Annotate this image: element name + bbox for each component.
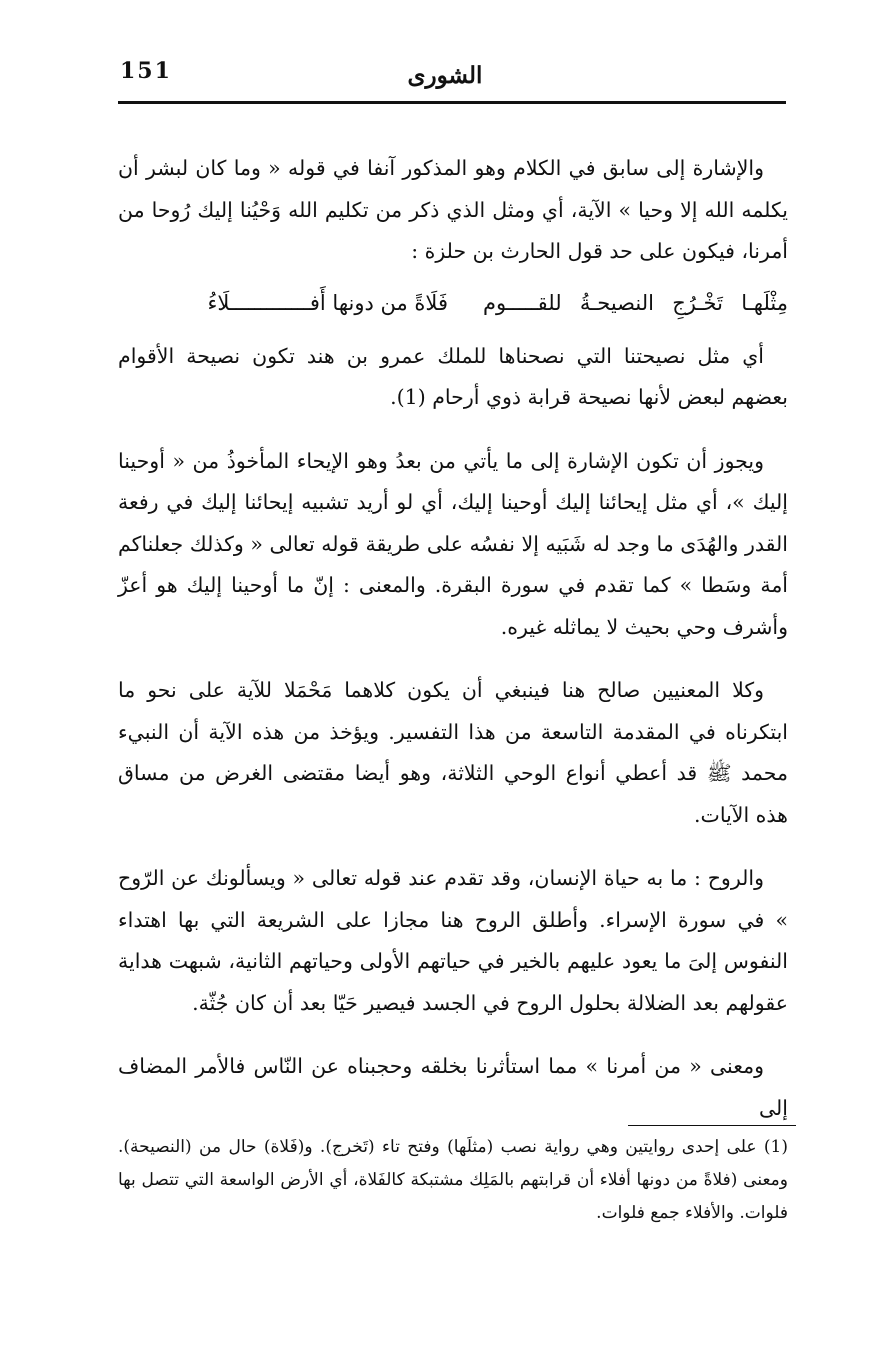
paragraph: وكلا المعنيين صالح هنا فينبغي أن يكون كلاهما مَحْمَلا للآية على نحو ما ابتكرناه في المقدمة التاسعة من هذا التفسير. ويؤخذ من هذه الآية أن النبيء محمد ﷺ قد أعطي أنواع الوحي الثلاثة، وهو أيضا مقتضى الغرض من مساق هذه الآيات.	[118, 678, 788, 827]
body-text	[118, 148, 788, 1151]
running-title: الشورى	[407, 62, 483, 89]
footnote-rule	[628, 1125, 796, 1126]
page-number: 151	[120, 58, 172, 84]
paragraph: أي مثل نصيحتنا التي نصحناها للملك عمرو بن هند تكون نصيحة الأقوام بعضهم لبعض لأنها نصيحة قرابة ذوي أرحام (1).	[118, 343, 788, 409]
paragraph: والإشارة إلى سابق في الكلام وهو المذكور آنفا في قوله « وما كان لبشر أن يكلمه الله إلا وحيا » الآية، أي ومثل الذي ذكر من تكليم الله وَحْيُنا إليك رُوحا من أمرنا، فيكون على حد قول الحارث بن حلزة :	[118, 156, 788, 263]
footnote: (1) على إحدى روايتين وهي رواية نصب (مثلَها) وفتح تاء (تَخرج). و(فَلاة) حال من (النصيحة). ومعنى (فلاةً من دونها أفلاء أن قرابتهم بالمَلِك مشتبكة كالفَلاة، أي الأرض الواسعة التي تتصل بها فلوات. والأفلاء جمع فلوات.	[118, 1137, 788, 1223]
verse-second-hemistich: فَلَاةً من دونها أَفـــــــــــــلَاءُ	[207, 290, 448, 315]
verse-first-hemistich: مِثْلَهـا تَخْـرُجِ النصيحـةُ للقـــــوم	[483, 290, 788, 315]
header-rule	[118, 101, 786, 104]
paragraph: والروح : ما به حياة الإنسان، وقد تقدم عند قوله تعالى « ويسألونك عن الرّوح » في سورة الإسراء. وأطلق الروح هنا مجازا على الشريعة التي بها اهتداء النفوس إلىَ ما يعود عليهم بالخير في حياتهم الأولى وحياتهم الثانية، شبهت هداية عقولهم بعد الضلالة بحلول الروح في الجسد فيصير حَيّا بعد أن كان جُثّة.	[118, 866, 788, 1015]
paragraph: ومعنى « من أمرنا » مما استأثرنا بخلقه وحجبناه عن النّاس فالأمر المضاف إلى	[118, 1054, 788, 1120]
poetry-verse	[118, 283, 788, 324]
paragraph: ويجوز أن تكون الإشارة إلى ما يأتي من بعدُ وهو الإيحاء المأخوذُ من « أوحينا إليك »، أي مثل إيحائنا إليك أوحينا إليك، أي لو أريد تشبيه إيحائنا إليك في رفعة القدر والهُدَى ما وجد له شَبَيه إلا نفسُه على طريقة قوله تعالى « وكذلك جعلناكم أمة وسَطا » كما تقدم في سورة البقرة. والمعنى : إنّ ما أوحينا إليك هو أعزّ وأشرف وحي بحيث لا يماثله غيره.	[118, 448, 788, 639]
